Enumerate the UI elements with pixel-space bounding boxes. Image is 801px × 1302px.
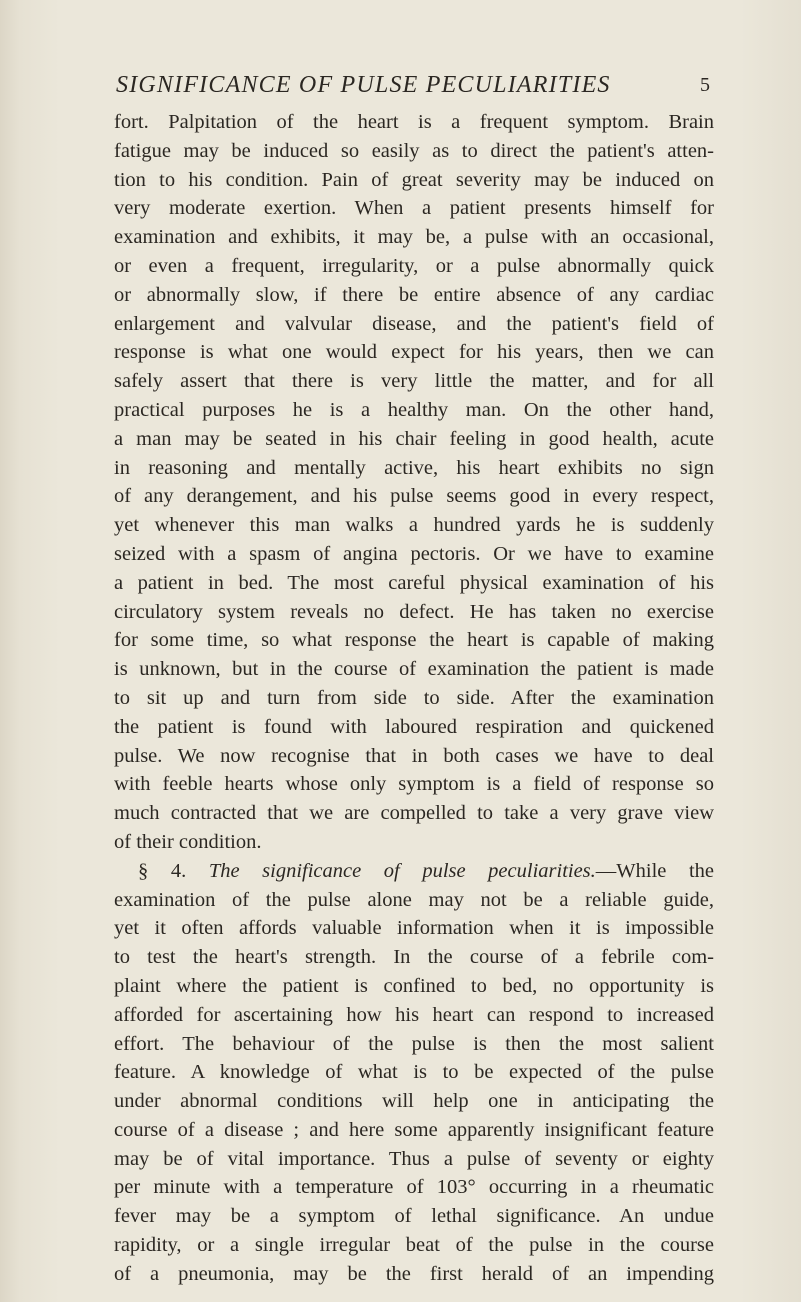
text-line: per minute with a temperature of 103° occurring in a rheumatic — [114, 1176, 714, 1199]
body-text — [114, 108, 714, 1289]
text-line: pulse. We now recognise that in both cases we have to deal — [114, 744, 714, 767]
text-line: circulatory system reveals no defect. He has taken no exercise — [114, 600, 714, 623]
text-line: afforded for ascertaining how his heart can respond to increased — [114, 1003, 714, 1026]
text-line: is unknown, but in the course of examination the patient is made — [114, 658, 714, 681]
text-line: to test the heart's strength. In the course of a febrile com- — [114, 946, 714, 969]
text-line: practical purposes he is a healthy man. On the other hand, — [114, 398, 714, 421]
text-line: of any derangement, and his pulse seems good in every respect, — [114, 485, 714, 508]
text-line: plaint where the patient is confined to bed, no opportunity is — [114, 974, 714, 997]
text-line: a patient in bed. The most careful physical examination of his — [114, 571, 714, 594]
text-line: response is what one would expect for his years, then we can — [114, 341, 714, 364]
text-line: under abnormal conditions will help one in anticipating the — [114, 1090, 714, 1113]
running-title: SIGNIFICANCE OF PULSE PECULIARITIES — [116, 72, 611, 98]
text-line: fort. Palpitation of the heart is a frequent symptom. Brain — [114, 111, 714, 133]
text-line: safely assert that there is very little the matter, and for all — [114, 370, 714, 393]
text-line: fever may be a symptom of lethal significance. An undue — [114, 1205, 714, 1228]
text-line: the patient is found with laboured respiration and quickened — [114, 715, 714, 738]
text-line: to sit up and turn from side to side. After the examination — [114, 686, 714, 709]
section-heading: The significance of pulse peculiarities. — [208, 859, 596, 882]
text-line: may be of vital importance. Thus a pulse of seventy or eighty — [114, 1147, 714, 1170]
text-line: effort. The behaviour of the pulse is then the most salient — [114, 1032, 714, 1055]
text-line: examination of the pulse alone may not be a reliable guide, — [114, 888, 714, 911]
text-line: in reasoning and mentally active, his heart exhibits no sign — [114, 456, 714, 479]
text-line: feature. A knowledge of what is to be expected of the pulse — [114, 1061, 714, 1084]
text-line: examination and exhibits, it may be, a pulse with an occasional, — [114, 226, 714, 249]
text-line: seized with a spasm of angina pectoris. Or we have to examine — [114, 542, 714, 565]
text-fragment: —While the — [595, 859, 714, 882]
text-line: for some time, so what response the heart is capable of making — [114, 629, 714, 652]
text-line: of a pneumonia, may be the first herald of an impending — [114, 1262, 714, 1285]
text-line: a man may be seated in his chair feeling in good health, acute — [114, 427, 714, 450]
text-line: of their condition. — [114, 830, 262, 853]
text-line: or abnormally slow, if there be entire absence of any cardiac — [114, 283, 714, 306]
section-number: § 4. — [138, 859, 187, 882]
text-line: yet it often affords valuable information when it is impossible — [114, 917, 714, 940]
text-line: course of a disease ; and here some apparently insignificant feature — [114, 1118, 714, 1141]
text-line: enlargement and valvular disease, and the patient's field of — [114, 312, 714, 335]
text-line: with feeble hearts whose only symptom is a field of response so — [114, 773, 714, 796]
section-heading-line — [114, 857, 714, 886]
text-line: yet whenever this man walks a hundred yards he is suddenly — [114, 514, 714, 537]
text-line: rapidity, or a single irregular beat of the pulse in the course — [114, 1234, 714, 1257]
text-line: very moderate exertion. When a patient presents himself for — [114, 197, 714, 220]
text-line: or even a frequent, irregularity, or a pulse abnormally quick — [114, 254, 714, 277]
text-line: fatigue may be induced so easily as to direct the patient's atten- — [114, 139, 714, 162]
text-line: much contracted that we are compelled to take a very grave view — [114, 802, 714, 825]
text-line: tion to his condition. Pain of great severity may be induced on — [114, 168, 714, 191]
page-number: 5 — [700, 74, 710, 96]
running-head — [110, 72, 710, 102]
